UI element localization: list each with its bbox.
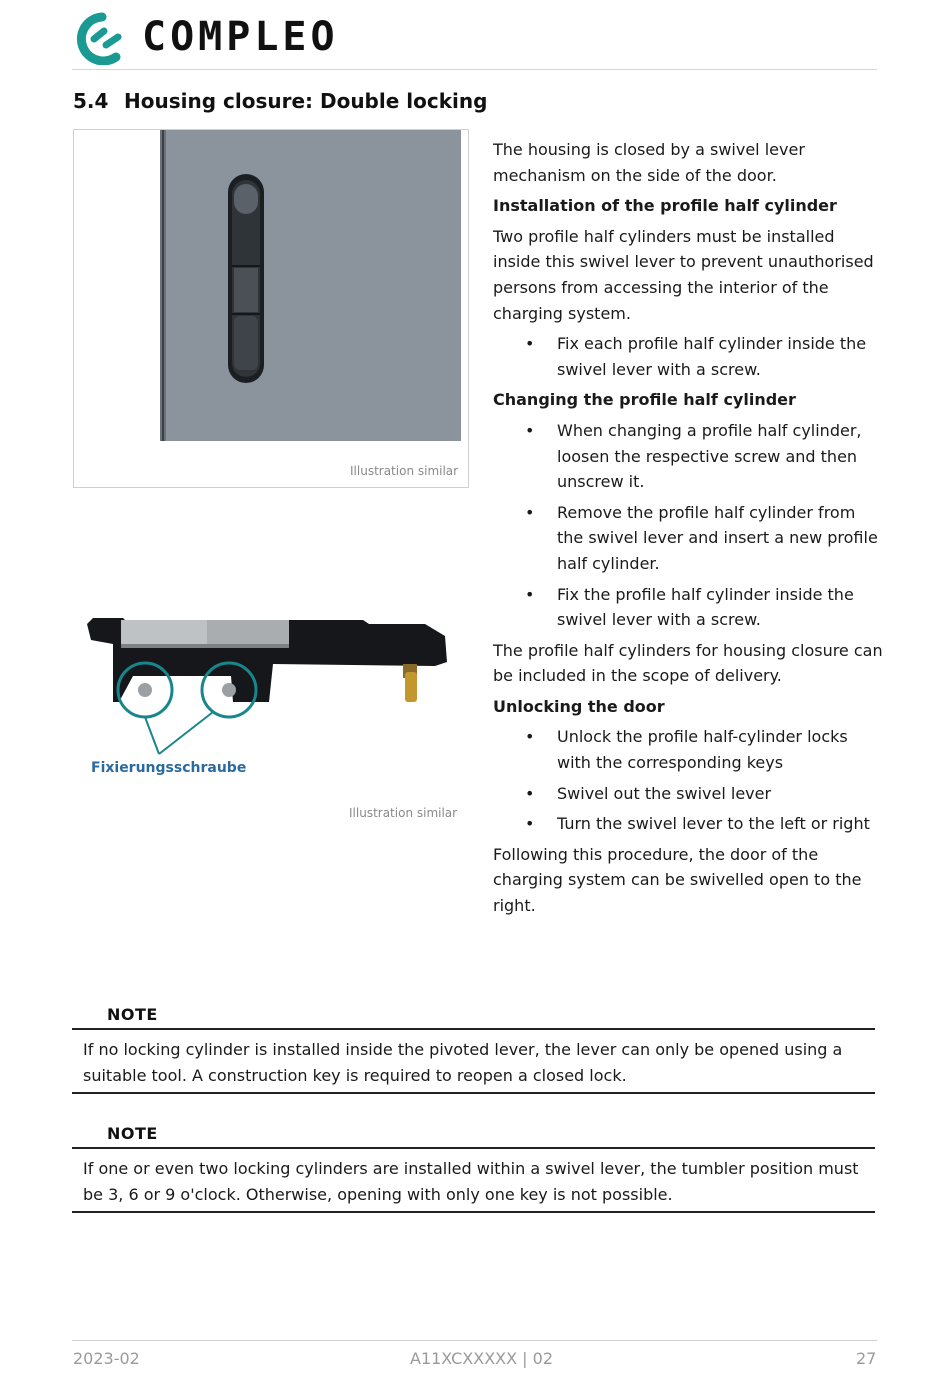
unlock-list	[493, 724, 885, 836]
list-item: • When changing a profile half cylinder, loosen the respective screw and then unscrew it.	[525, 420, 862, 492]
note-2-title: NOTE	[107, 1124, 158, 1143]
note-1-text: If no locking cylinder is installed inside the pivoted lever, the lever can only be opened using a suitable tool. A construction key is required to reopen a closed lock.	[83, 1040, 843, 1085]
install-heading: Installation of the profile half cylinder	[493, 196, 837, 216]
brand-name: COMPLEO	[142, 14, 339, 60]
list-item: • Fix the profile half cylinder inside the swivel lever with a screw.	[525, 584, 854, 630]
figure-1-caption: Illustration similar	[350, 464, 459, 478]
figure-swivel-lever	[73, 129, 469, 488]
header-divider	[72, 69, 877, 70]
footer-page-number: 27	[856, 1349, 877, 1368]
list-item: • Fix each profile half cylinder inside the swivel lever with a screw.	[525, 334, 867, 379]
delivery-paragraph: The profile half cylinders for housing closure can be included in the scope of delivery.	[493, 640, 883, 686]
list-item: • Swivel out the swivel lever	[525, 783, 772, 803]
figure-fixing-screws	[73, 590, 467, 830]
list-item: • Unlock the profile half-cylinder locks with the corresponding keys	[525, 727, 848, 773]
swivel-lever-door-image	[74, 130, 468, 487]
section-heading: Housing closure: Double locking	[124, 89, 488, 113]
note-2-text: If one or even two locking cylinders are installed within a swivel lever, the tumbler position must be 3, 6 or 9 o'clock. Otherwise, opening with only one key is not possible.	[83, 1159, 859, 1204]
install-paragraph: Two profile half cylinders must be installed inside this swivel lever to prevent unauthorised persons from accessing the interior of the charging system.	[493, 226, 874, 323]
note-2-top-rule	[72, 1147, 875, 1149]
fixing-screw-label: Fixierungsschraube	[91, 760, 247, 776]
profile-cylinder-image	[73, 590, 467, 830]
intro-paragraph: The housing is closed by a swivel lever mechanism on the side of the door.	[493, 140, 805, 185]
footer-divider	[72, 1340, 877, 1341]
footer-doc-id: A11XCXXXXX | 02	[410, 1349, 553, 1368]
note-1-bottom-rule	[72, 1092, 875, 1094]
unlock-heading: Unlocking the door	[493, 696, 665, 716]
brand-logo	[72, 8, 342, 66]
closing-paragraph: Following this procedure, the door of the charging system can be swivelled open to the right.	[493, 844, 862, 916]
section-number: 5.4	[73, 89, 109, 113]
list-item: • Remove the profile half cylinder from the swivel lever and insert a new profile half cylinder.	[525, 502, 878, 573]
compleo-logo-icon	[72, 9, 130, 65]
instructions-column	[493, 137, 885, 924]
change-heading: Changing the profile half cylinder	[493, 390, 796, 410]
section-title	[73, 89, 487, 113]
note-1-top-rule	[72, 1028, 875, 1030]
list-item: • Turn the swivel lever to the left or right	[525, 814, 870, 834]
footer-date: 2023-02	[73, 1349, 140, 1368]
note-1-title: NOTE	[107, 1005, 158, 1024]
figure-2-caption: Illustration similar	[349, 806, 458, 820]
note-2-bottom-rule	[72, 1211, 875, 1213]
install-list	[493, 331, 885, 382]
change-list	[493, 418, 885, 633]
